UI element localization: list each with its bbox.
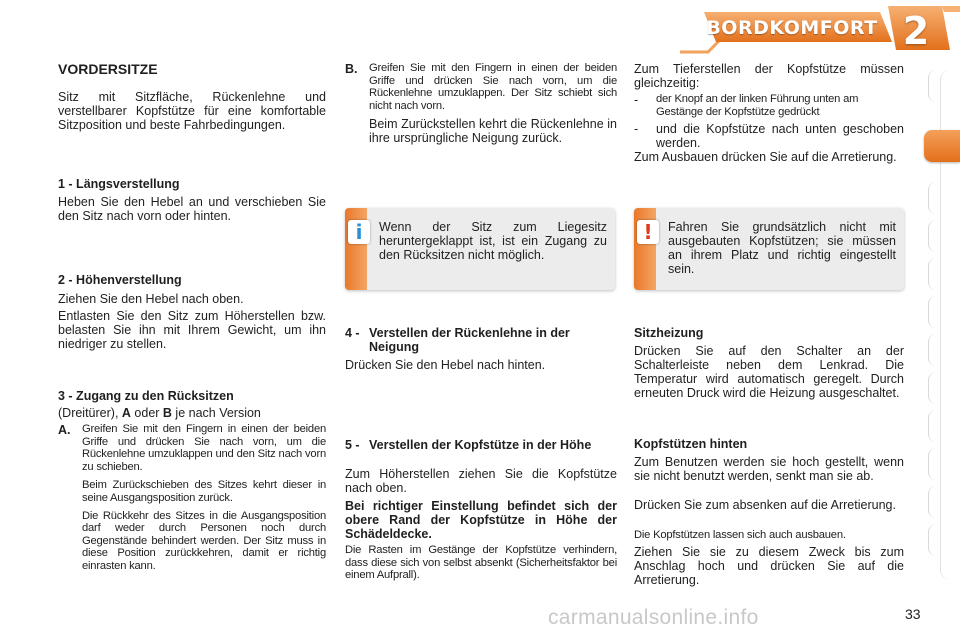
variant-or: oder <box>130 406 163 420</box>
step-b-text-2: Beim Zurückstellen kehrt die Rückenlehne in ihre ursprüngliche Neigung zurück. <box>369 117 617 146</box>
text-kopfstuetze-rasten: Die Rasten im Gestänge der Kopfstütze verhindern, dass diese sich von selbst absenkt (Sicherheitsfaktor bei einem Aufprall). <box>345 544 617 582</box>
chapter-tab-1[interactable] <box>928 70 958 102</box>
text-kopfstuetzen-hinten-4: Ziehen Sie sie zu diesem Zweck bis zum Anschlag hoch und drücken Sie auf die Arretierung. <box>634 545 904 587</box>
variant-b: B <box>162 406 172 420</box>
chapter-tab-7[interactable] <box>928 334 958 366</box>
text-hoehenverstellung-2: Entlasten Sie den Sitz zum Höherstellen bzw. belasten Sie ihn mit Ihrem Gewicht, um ihn niedriger zu stellen. <box>58 309 326 351</box>
heading-laengsverstellung: 1 - Längsverstellung <box>58 177 180 191</box>
chapter-tab-4[interactable] <box>928 220 958 252</box>
bullet-item-2 <box>634 122 904 150</box>
text-tieferstellen: Zum Tieferstellen der Kopfstütze müssen gleichzeitig: <box>634 62 904 90</box>
heading-hoehenverstellung: 2 - Höhenverstellung <box>58 273 182 287</box>
bullet-text-1: der Knopf an der linken Führung unten am Gestänge der Kopfstütze gedrückt <box>656 93 859 118</box>
bullet-text-2: und die Kopfstütze nach unten geschoben werden. <box>656 122 904 151</box>
chapter-tab-9[interactable] <box>928 410 958 442</box>
info-icon: i <box>348 220 370 244</box>
warning-note <box>634 208 904 290</box>
text-version-variant <box>58 406 326 420</box>
variant-prefix: (Dreitürer), <box>58 406 122 420</box>
chapter-title: BORDKOMFORT <box>706 17 878 39</box>
text-hoehenverstellung-1: Ziehen Sie den Hebel nach oben. <box>58 292 244 306</box>
warning-note-text: Fahren Sie grundsätzlich nicht mit ausgebauten Kopfstützen; sie müssen an ihrem Platz und richtig eingestellt sein. <box>668 220 896 276</box>
step-a-text-2: Beim Zurückschieben des Sitzes kehrt dieser in seine Ausgangsposition zurück. <box>82 479 326 504</box>
text-kopfstuetzen-hinten-2: Drücken Sie zum absenken auf die Arretierung. <box>634 498 896 512</box>
bullet-dash: - <box>634 122 639 137</box>
chapter-tab-6[interactable] <box>928 296 958 328</box>
heading-rueckenlehne-line <box>345 326 617 354</box>
text-ausbauen: Zum Ausbauen drücken Sie auf die Arretierung. <box>634 150 897 164</box>
info-note-text: Wenn der Sitz zum Liegesitz heruntergeklappt ist, ist ein Zugang zu den Rücksitzen nicht möglich. <box>379 220 607 262</box>
warning-icon: ! <box>637 220 659 244</box>
chapter-number: 2 <box>902 9 930 53</box>
heading-kopfstuetze-text: Verstellen der Kopfstütze in der Höhe <box>369 438 592 452</box>
step-a-label: A. <box>58 423 71 437</box>
bullet-list <box>634 93 904 150</box>
text-kopfstuetzen-hinten-3: Die Kopfstützen lassen sich auch ausbauen. <box>634 529 846 541</box>
text-sitzheizung: Drücken Sie auf den Schalter an der Schalterleiste neben dem Lenkrad. Die Temperatur wird automatisch geregelt. Durch erneuten Druck wird die Heizung ausgeschaltet. <box>634 344 904 400</box>
step-b <box>345 62 617 145</box>
variant-suffix: je nach Version <box>171 406 261 420</box>
chapter-tabs <box>924 70 960 580</box>
heading-rueckenlehne <box>345 326 617 354</box>
info-note <box>345 208 615 290</box>
heading-rueckenlehne-text: Verstellen der Rückenlehne in der Neigung <box>369 326 570 354</box>
step-a-line <box>58 423 326 473</box>
heading-kopfstuetze-hoehe <box>345 438 617 452</box>
text-kopfstuetze-hoeher: Zum Höherstellen ziehen Sie die Kopfstütze nach oben. <box>345 467 617 495</box>
intro-paragraph: Sitz mit Sitzfläche, Rückenlehne und verstellbarer Kopfstütze für eine komfortable Sitzposition und beste Fahrbedingungen. <box>58 90 326 132</box>
variant-a: A <box>121 406 131 420</box>
heading-zugang-ruecksitze: 3 - Zugang zu den Rücksitzen <box>58 389 234 403</box>
heading-kopfstuetzen-hinten: Kopfstützen hinten <box>634 437 748 451</box>
section-title: VORDERSITZE <box>58 61 158 77</box>
chapter-tab-11[interactable] <box>928 486 958 518</box>
step-b-label: B. <box>345 62 358 76</box>
heading-rueckenlehne-number: 4 - <box>345 326 360 340</box>
chapter-tab-2-active[interactable] <box>924 130 960 162</box>
chapter-tab-8[interactable] <box>928 372 958 404</box>
text-rueckenlehne: Drücken Sie den Hebel nach hinten. <box>345 358 546 372</box>
step-a <box>58 423 326 573</box>
step-a-text-3: Die Rückkehr des Sitzes in die Ausgangsposition darf weder durch Personen noch durch Gegenstände behindert werden. Der Sitz muss in diese Position zurückkehren, damit er richtig einrasten kann. <box>82 509 326 572</box>
heading-kopfstuetze-line <box>345 438 617 452</box>
heading-kopfstuetze-number: 5 - <box>345 438 360 452</box>
text-kopfstuetze-einstellung: Bei richtiger Einstellung befindet sich der obere Rand der Kopfstütze in Höhe der Schädeldecke. <box>345 499 617 541</box>
chapter-tab-3[interactable] <box>928 182 958 214</box>
text-kopfstuetzen-hinten-1: Zum Benutzen werden sie hoch gestellt, wenn sie nicht benutzt werden, senkt man sie ab. <box>634 455 904 483</box>
heading-sitzheizung: Sitzheizung <box>634 326 704 340</box>
chapter-tab-5[interactable] <box>928 258 958 290</box>
step-a-text-1: Greifen Sie mit den Fingern in einen der beiden Griffe und drücken Sie nach vorn, um die Rückenlehne umzuklappen und den Sitz nach vorn zu schieben. <box>82 423 326 473</box>
text-laengsverstellung: Heben Sie den Hebel an und verschieben Sie den Sitz nach vorn oder hinten. <box>58 195 326 223</box>
page-number: 33 <box>905 606 921 622</box>
bullet-dash: - <box>634 93 639 107</box>
bullet-item-1 <box>634 93 904 118</box>
step-b-text-1: Greifen Sie mit den Fingern in einen der beiden Griffe und drücken Sie nach vorn, um die Rückenlehne umzuklappen. Der Sitz schiebt sich nicht nach vorn. <box>369 62 617 112</box>
chapter-tab-12[interactable] <box>928 524 958 556</box>
chapter-tab-10[interactable] <box>928 448 958 480</box>
watermark: carmanualsonline.info <box>548 606 759 629</box>
step-b-line <box>345 62 617 112</box>
